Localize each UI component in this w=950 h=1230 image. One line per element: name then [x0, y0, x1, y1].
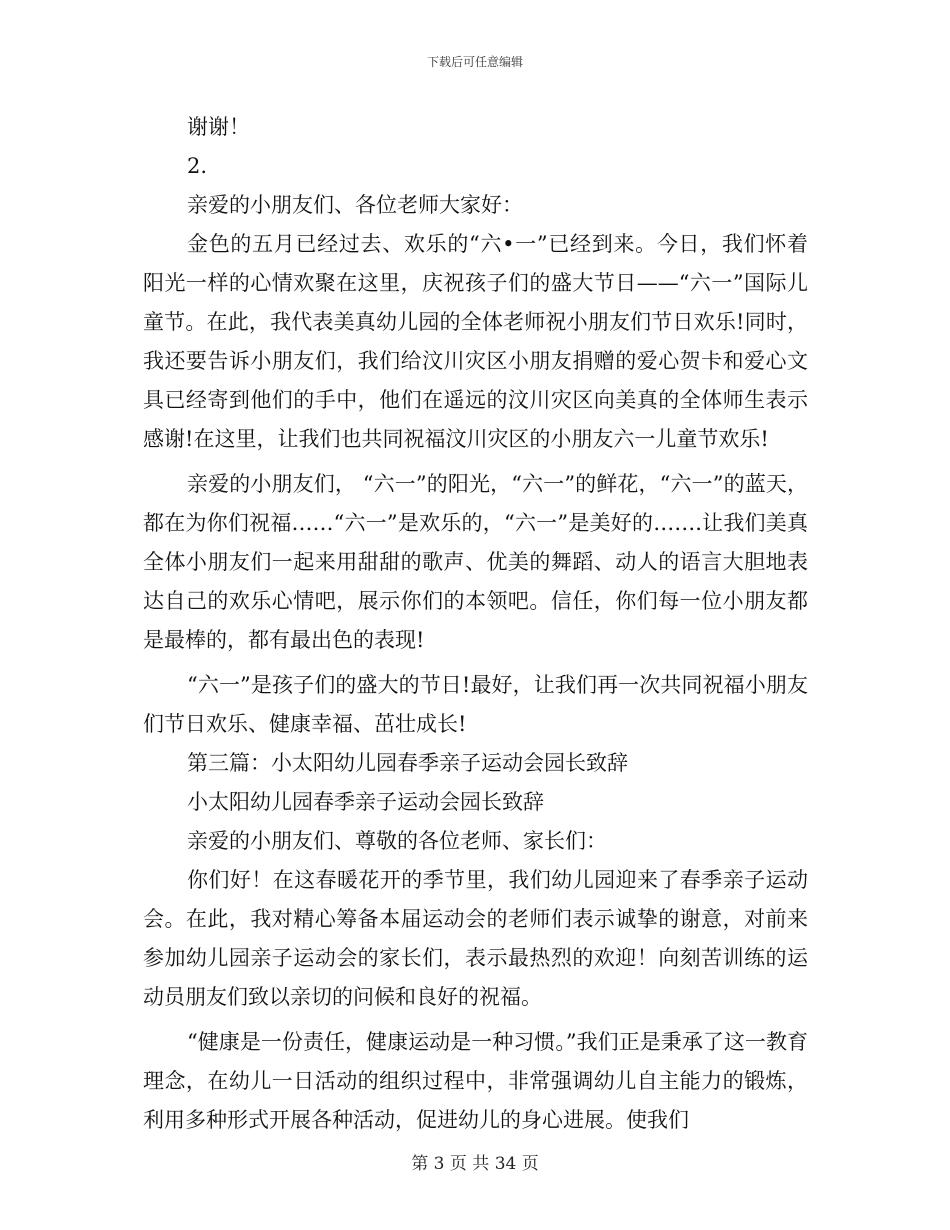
- body-paragraph: 金色的五月已经过去、欢乐的“六•一”已经到来。今日，我们怀着阳光一样的心情欢聚在这里，庆祝孩子们的盛大节日——“六一”国际儿童节。在此，我代表美真幼儿园的全体老师祝小朋友们节日欢乐!同时，我还要告诉小朋友们，我们给汶川灾区小朋友捐赠的爱心贺卡和爱心文具已经寄到他们的手中，他们在遥远的汶川灾区向美真的全体师生表示感谢!在这里，让我们也共同祝福汶川灾区的小朋友六一儿童节欢乐!: [143, 232, 808, 451]
- document-body: [143, 108, 808, 1140]
- body-paragraph: 你们好！在这春暖花开的季节里，我们幼儿园迎来了春季亲子运动会。在此，我对精心筹备本届运动会的老师们表示诚挚的谢意，对前来参加幼儿园亲子运动会的家长们，表示最热烈的欢迎！向刻苦训练的运动员朋友们致以亲切的问候和良好的祝福。: [143, 868, 808, 1009]
- body-paragraph: “六一”是孩子们的盛大的节日!最好，让我们再一次共同祝福小朋友们节日欢乐、健康幸福、茁壮成长!: [143, 673, 808, 736]
- section-number: 2.: [187, 154, 208, 178]
- speech-title: 小太阳幼儿园春季亲子运动会园长致辞: [187, 790, 544, 814]
- section-heading: 第三篇：小太阳幼儿园春季亲子运动会园长致辞: [187, 751, 628, 775]
- greeting: 亲爱的小朋友们、各位老师大家好：: [187, 193, 523, 217]
- body-paragraph: 亲爱的小朋友们， “六一”的阳光，“六一”的鲜花，“六一”的蓝天，都在为你们祝福……“六一”是欢乐的，“六一”是美好的…….让我们美真全体小朋友们一起来用甜甜的歌声、优美的舞蹈、动人的语言大胆地表达自己的欢乐心情吧，展示你们的本领吧。信任，你们每一位小朋友都是最棒的，都有最出色的表现!: [143, 472, 808, 652]
- page-number-footer: 第 3 页 共 34 页: [411, 1154, 539, 1174]
- page-header-note: 下载后可任意编辑: [426, 55, 523, 69]
- body-paragraph: “健康是一份责任，健康运动是一种习惯。”我们正是秉承了这一教育理念，在幼儿一日活动的组织过程中，非常强调幼儿自主能力的锻炼，利用多种形式开展各种活动，促进幼儿的身心进展。使我们: [143, 1030, 808, 1132]
- greeting: 亲爱的小朋友们、尊敬的各位老师、家长们：: [187, 829, 607, 853]
- closing-thanks: 谢谢！: [187, 115, 250, 139]
